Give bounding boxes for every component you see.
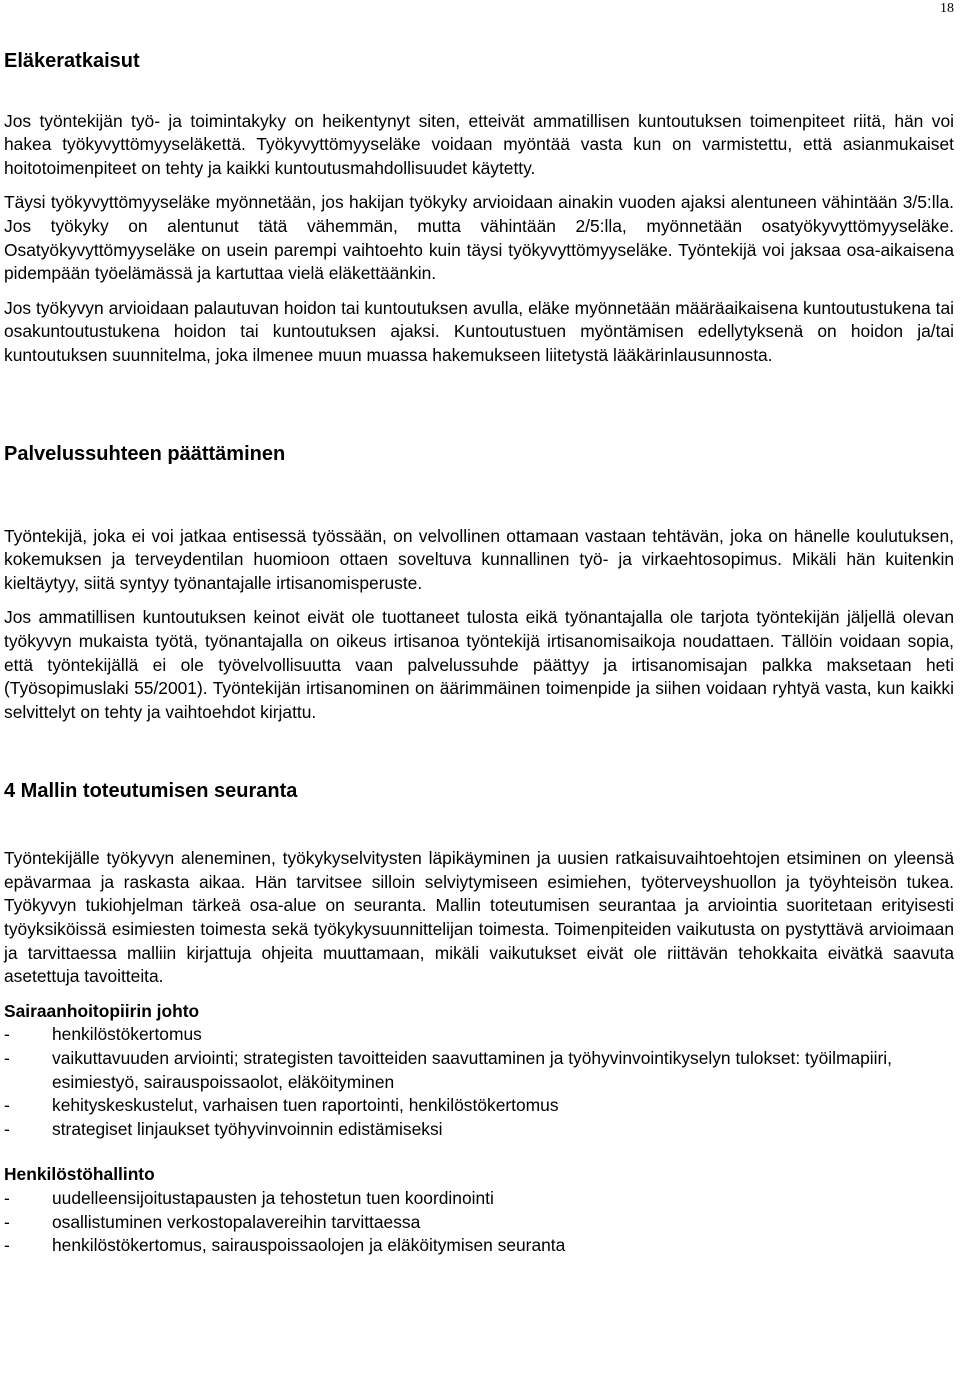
list-item: - vaikuttavuuden arviointi; strategisten tavoitteiden saavuttaminen ja työhyvinvointikyselyn tulokset: työilmapiiri, esimiestyö, sairauspoissaolot, eläköityminen — [4, 1048, 893, 1092]
list-marker: - — [4, 1118, 10, 1139]
paragraph: Työntekijälle työkyvyn aleneminen, työkykyselvitysten läpikäyminen ja uusien ratkaisuvaihtoehtojen etsiminen on yleensä epävarmaa ja raskasta aikaa. Hän tarvitsee silloin selviytymiseen esimiehen, työterveyshuollon ja työyhteisön tukea. Työkyvyn tukiohjelman tärkeä osa-alue on seuranta. Mallin toteutumisen seurantaa ja arviointia suoritetaan erityisesti työyksiköissä esimiesten toimesta sekä työkykysuunnittelijan toimesta. Toimenpiteiden vaikutusta on pystyttävä arvioimaan ja tarvittaessa malliin kirjattuja ohjeita muuttamaan, mikäli vaikutukset eivät ole riittävän tehokkaita eivätkä saavuta asetettuja tavoitteita. — [4, 848, 954, 987]
list-item: - osallistuminen verkostopalavereihin tarvittaessa — [4, 1211, 954, 1235]
paragraph: Jos työntekijän työ- ja toimintakyky on heikentynyt siten, etteivät ammatillisen kuntoutuksen toimenpiteet riitä, hän voi hakea työkyvyttömyyseläkettä. Työkyvyttömyyseläke voidaan myöntää vasta kun on varmistettu, että asianmukaiset hoitotoimenpiteet on tehty ja kaikki kuntoutusmahdollisuudet käytetty. — [4, 110, 954, 178]
list-item: - uudelleensijoitustapausten ja tehostetun tuen koordinointi — [4, 1187, 954, 1211]
list-sairaanhoitopiirin-johto — [4, 1023, 954, 1141]
section-heading-mallin-toteutumisen-seuranta: 4 Mallin toteutumisen seuranta — [4, 780, 298, 803]
document-body — [4, 48, 954, 1258]
section-heading-elakeratkaisut: Eläkeratkaisut — [4, 50, 140, 72]
list-marker: - — [4, 1235, 10, 1256]
page-number: 18 — [940, 1, 954, 16]
paragraph: Jos ammatillisen kuntoutuksen keinot eivät ole tuottaneet tulosta eikä työnantajalla ole tarjota työntekijän jäljellä olevan työkyvyn mukaista työtä, työnantajalla on oikeus irtisanoa työntekijä irtisanomisaikoja noudattaen. Tällöin voidaan sopia, että työntekijällä ei ole työvelvollisuutta vaan palvelussuhde päättyy ja irtisanomisajan palkka maksetaan heti (Työsopimuslaki 55/2001). Työntekijän irtisanominen on äärimmäinen toimenpide ja siihen voidaan ryhtyä vasta, kun kaikki selvittelyt on tehty ja vaihtoehdot kirjattu. — [4, 607, 954, 722]
paragraph: Täysi työkyvyttömyyseläke myönnetään, jos hakijan työkyky arvioidaan ainakin vuoden ajaksi alentuneen vähintään 3/5:lla. Jos työkyky on alentunut tätä vähemmän, mutta vähintään 2/5:lla, myönnetään osatyökyvyttömyyseläke. Osatyökyvyttömyyseläke on usein parempi vaihtoehto kuin täysi työkyvyttömyyseläke. Työntekijä voi jaksaa osa-aikaisena pidempään työelämässä ja kartuttaa vielä eläkettäänkin. — [4, 192, 954, 284]
section-heading-palvelussuhteen-paattaminen: Palvelussuhteen päättäminen — [4, 442, 286, 465]
list-item: - kehityskeskustelut, varhaisen tuen raportointi, henkilöstökertomus — [4, 1094, 954, 1118]
list-item: - henkilöstökertomus, sairauspoissaolojen ja eläköitymisen seuranta — [4, 1234, 954, 1258]
paragraph: Työntekijä, joka ei voi jatkaa entisessä työssään, on velvollinen ottamaan vastaan tehtävän, joka on hänelle koulutuksen, kokemuksen ja terveydentilan huomioon ottaen soveltuva kunnallinen työ- ja virkaehtosopimus. Mikäli hän kuitenkin kieltäytyy, siitä syntyy työnantajalle irtisanomisperuste. — [4, 525, 954, 593]
list-marker: - — [4, 1211, 10, 1232]
subheading-sairaanhoitopiirin-johto: Sairaanhoitopiirin johto — [4, 1000, 200, 1021]
list-marker: - — [4, 1095, 10, 1116]
list-henkilostohallinto — [4, 1187, 954, 1258]
subheading-henkilostohallinto: Henkilöstöhallinto — [4, 1164, 155, 1185]
list-item: - strategiset linjaukset työhyvinvoinnin edistämiseksi — [4, 1118, 954, 1142]
list-marker: - — [4, 1188, 10, 1208]
list-marker: - — [4, 1048, 10, 1069]
list-marker: - — [4, 1024, 10, 1045]
list-item: - henkilöstökertomus — [4, 1023, 954, 1047]
paragraph: Jos työkyvyn arvioidaan palautuvan hoidon tai kuntoutuksen avulla, eläke myönnetään määräaikaisena kuntoutustukena tai osakuntoutustukena hoidon tai kuntoutuksen ajaksi. Kuntoutustuen myöntämisen edellytyksenä on hoidon ja/tai kuntoutuksen suunnitelma, joka ilmenee muun muassa hakemukseen liitetystä lääkärinlausunnosta. — [4, 297, 954, 365]
